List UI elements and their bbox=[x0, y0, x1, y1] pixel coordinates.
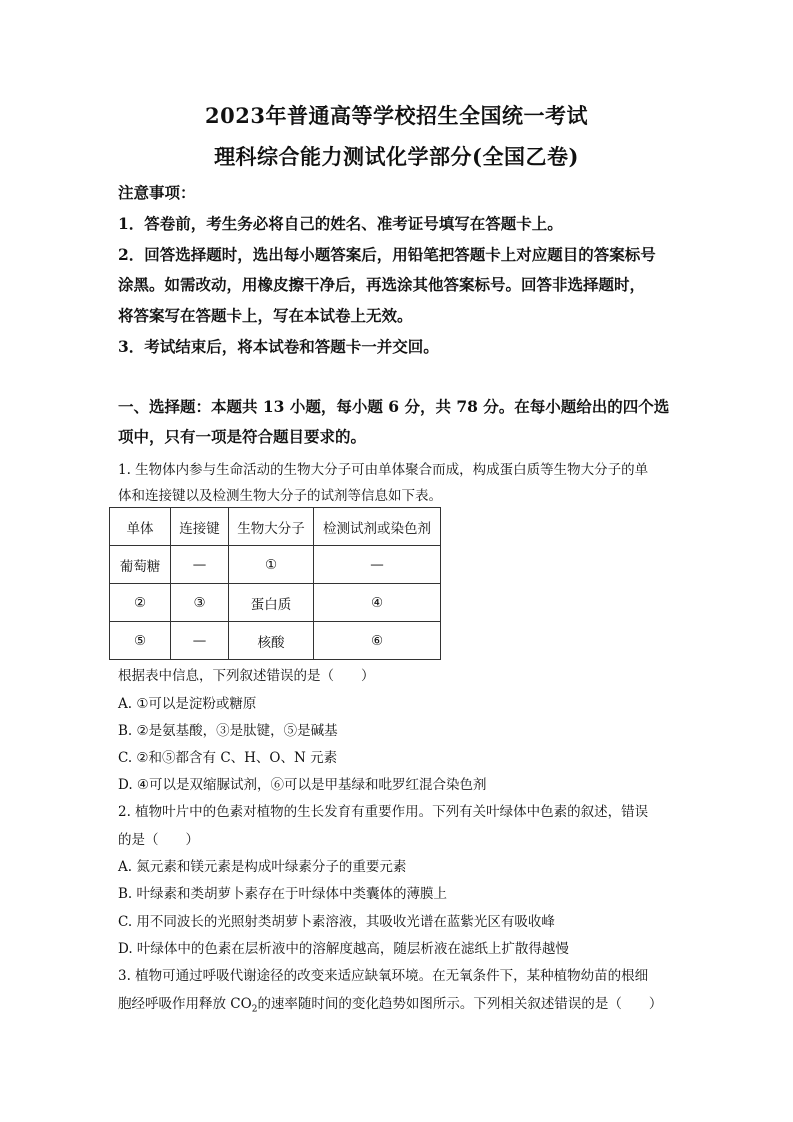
notice-heading: 注意事项： bbox=[118, 183, 196, 202]
q1-option-d: D. ④可以是双缩脲试剂，⑥可以是甲基绿和吡罗红混合染色剂 bbox=[118, 777, 487, 793]
exam-title: 2023年普通高等学校招生全国统一考试 bbox=[205, 103, 588, 128]
q3-stem-text: 的速率随时间的变化趋势如图所示。下列相关叙述错误的是（ ） bbox=[257, 996, 663, 1012]
table-header-cell: 生物大分子 bbox=[229, 508, 314, 546]
table-header-cell: 连接键 bbox=[171, 508, 229, 546]
table-cell: 蛋白质 bbox=[229, 584, 314, 622]
table-row bbox=[110, 622, 441, 660]
notice-item: 将答案写在答题卡上，写在本试卷上无效。 bbox=[118, 306, 413, 325]
notice-item: 涂黑。如需改动，用橡皮擦干净后，再选涂其他答案标号。回答非选择题时， bbox=[118, 275, 646, 294]
table-cell: ③ bbox=[171, 584, 229, 622]
q2-stem: 的是（ ） bbox=[118, 832, 199, 848]
table-cell: ① bbox=[229, 546, 314, 584]
section-heading: 一、选择题：本题共 13 小题，每小题 6 分，共 78 分。在每小题给出的四个选 bbox=[118, 397, 670, 416]
table-row bbox=[110, 546, 441, 584]
table-cell: 核酸 bbox=[229, 622, 314, 660]
notice-item: 2．回答选择题时，选出每小题答案后，用铅笔把答题卡上对应题目的答案标号 bbox=[118, 245, 656, 264]
q2-option-d: D. 叶绿体中的色素在层析液中的溶解度越高，随层析液在滤纸上扩散得越慢 bbox=[118, 941, 569, 957]
q2-option-b: B. 叶绿素和类胡萝卜素存在于叶绿体中类囊体的薄膜上 bbox=[118, 886, 448, 902]
table-header-row bbox=[110, 508, 441, 546]
q3-stem bbox=[118, 992, 662, 1015]
section-heading: 项中，只有一项是符合题目要求的。 bbox=[118, 427, 367, 446]
q1-question: 根据表中信息，下列叙述错误的是（ ） bbox=[118, 668, 375, 684]
q3-stem-subscript: 2 bbox=[251, 1004, 258, 1015]
table-header-cell: 单体 bbox=[110, 508, 171, 546]
table-cell: — bbox=[171, 622, 229, 660]
table-cell: ⑤ bbox=[110, 622, 171, 660]
q1-option-a: A. ①可以是淀粉或糖原 bbox=[118, 696, 257, 712]
table-cell: ④ bbox=[314, 584, 441, 622]
table-cell: ② bbox=[110, 584, 171, 622]
table-cell: 葡萄糖 bbox=[110, 546, 171, 584]
table-header-cell: 检测试剂或染色剂 bbox=[314, 508, 441, 546]
q2-option-a: A. 氮元素和镁元素是构成叶绿素分子的重要元素 bbox=[118, 859, 407, 875]
q2-option-c: C. 用不同波长的光照射类胡萝卜素溶液，其吸收光谱在蓝紫光区有吸收峰 bbox=[118, 914, 555, 930]
table-row bbox=[110, 584, 441, 622]
q1-option-b: B. ②是氨基酸，③是肽键，⑤是碱基 bbox=[118, 723, 338, 739]
table-cell: — bbox=[314, 546, 441, 584]
notice-item: 3．考试结束后，将本试卷和答题卡一并交回。 bbox=[118, 337, 439, 356]
q2-stem: 2. 植物叶片中的色素对植物的生长发育有重要作用。下列有关叶绿体中色素的叙述，错误 bbox=[118, 804, 649, 820]
notice-item: 1．答卷前，考生务必将自己的姓名、准考证号填写在答题卡上。 bbox=[118, 214, 563, 233]
exam-subtitle: 理科综合能力测试化学部分(全国乙卷) bbox=[214, 144, 579, 169]
q1-option-c: C. ②和⑤都含有 C、H、O、N 元素 bbox=[118, 750, 338, 766]
q1-table bbox=[109, 507, 441, 660]
q1-stem: 1. 生物体内参与生命活动的生物大分子可由单体聚合而成，构成蛋白质等生物大分子的单 bbox=[118, 462, 649, 478]
table-cell: ⑥ bbox=[314, 622, 441, 660]
q3-stem: 3. 植物可通过呼吸代谢途径的改变来适应缺氧环境。在无氧条件下，某种植物幼苗的根细 bbox=[118, 968, 649, 984]
q1-stem: 体和连接键以及检测生物大分子的试剂等信息如下表。 bbox=[118, 488, 442, 504]
q3-stem-text: 胞经呼吸作用释放 CO bbox=[118, 996, 252, 1012]
table-cell: — bbox=[171, 546, 229, 584]
